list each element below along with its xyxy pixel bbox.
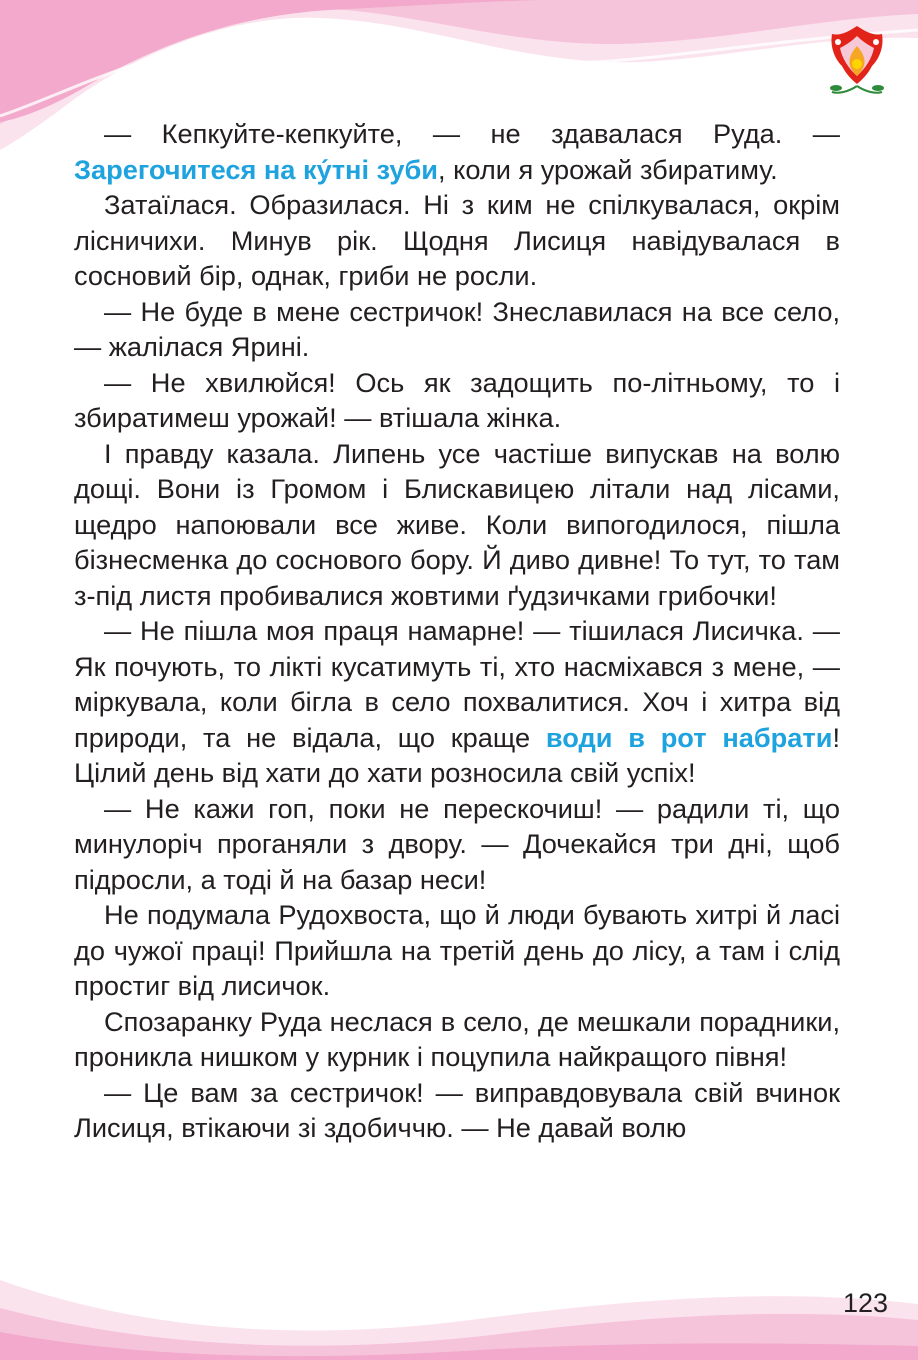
paragraph xyxy=(74,187,840,294)
page-number: 123 xyxy=(842,1288,888,1318)
idiom-highlight: води в рот набрати xyxy=(545,721,833,753)
text-segment: Не подумала Рудохвоста, що й люди бувають хитрі й ласі до чужої праці! Прийшла на третій день до лісу, а там і слід простиг від лисичок. xyxy=(74,899,840,1001)
paragraph xyxy=(74,897,840,1004)
paragraph xyxy=(74,436,840,614)
text-segment: ! Цілий день від хати до хати розносила свій успіх! xyxy=(74,721,840,788)
text-segment: — Це вам за сестричок! — виправдовувала свій вчинок Лисиця, втікаючи зі здобиччю. — Не давай волю xyxy=(74,1076,840,1143)
text-segment: — Не кажи гоп, поки не перескочиш! — радили ті, що минулоріч проганяли з двору. — Дочекайся три дні, щоб підросли, а тоді й на базар неси! xyxy=(74,792,840,895)
text-segment: — Кепкуйте-кепкуйте, — не здавалася Руда. — xyxy=(104,118,840,149)
text-segment: — Не хвилюйся! Ось як задощить по-літньому, то і збиратимеш урожай! — втішала жінка. xyxy=(74,366,840,433)
text-segment: Затаїлася. Образилася. Ні з ким не спілкувалася, окрім лісничихи. Минув рік. Щодня Лисиця навідувалася в сосновий бір, однак, гриби не росли. xyxy=(74,189,840,291)
text-segment: , коли я урожай збиратиму. xyxy=(438,153,778,185)
paragraph xyxy=(74,365,840,436)
paragraph xyxy=(74,1004,840,1075)
paragraph xyxy=(74,1075,840,1146)
paragraph xyxy=(74,613,840,791)
text-segment: І правду казала. Липень усе частіше випускав на волю дощі. Вони із Громом і Блискавицею літали над лісами, щедро напоювали все живе. Коли випогодилося, пішла бізнесменка до соснового бору. Й диво дивне! То тут, то там з-під листя пробивалися жовтими ґудзичками грибочки! xyxy=(74,437,840,611)
paragraph xyxy=(74,791,840,898)
text-segment: — Не буде в мене сестричок! Знеславилася на все село, — жалілася Ярині. xyxy=(74,295,840,362)
text-segment: Спозаранку Руда неслася в село, де мешкали порадники, проникла нишком у курник і поцупила найкращого півня! xyxy=(74,1005,840,1072)
footer-decorative-wave xyxy=(0,1250,918,1360)
paragraph xyxy=(74,116,840,187)
text-segment: — Не пішла моя праця намарне! — тішилася Лисичка. — Як почують, то лікті кусатимуть ті, хто насміхався з мене, — міркувала, коли бігла в село похвалитися. Хоч і хитра від природи, та не відала, що краще xyxy=(74,615,840,753)
paragraph xyxy=(74,294,840,365)
story-text xyxy=(74,116,840,1146)
idiom-highlight: Зарегочитеся на ку́тні зуби xyxy=(74,153,439,185)
folk-flower-icon xyxy=(826,22,888,98)
